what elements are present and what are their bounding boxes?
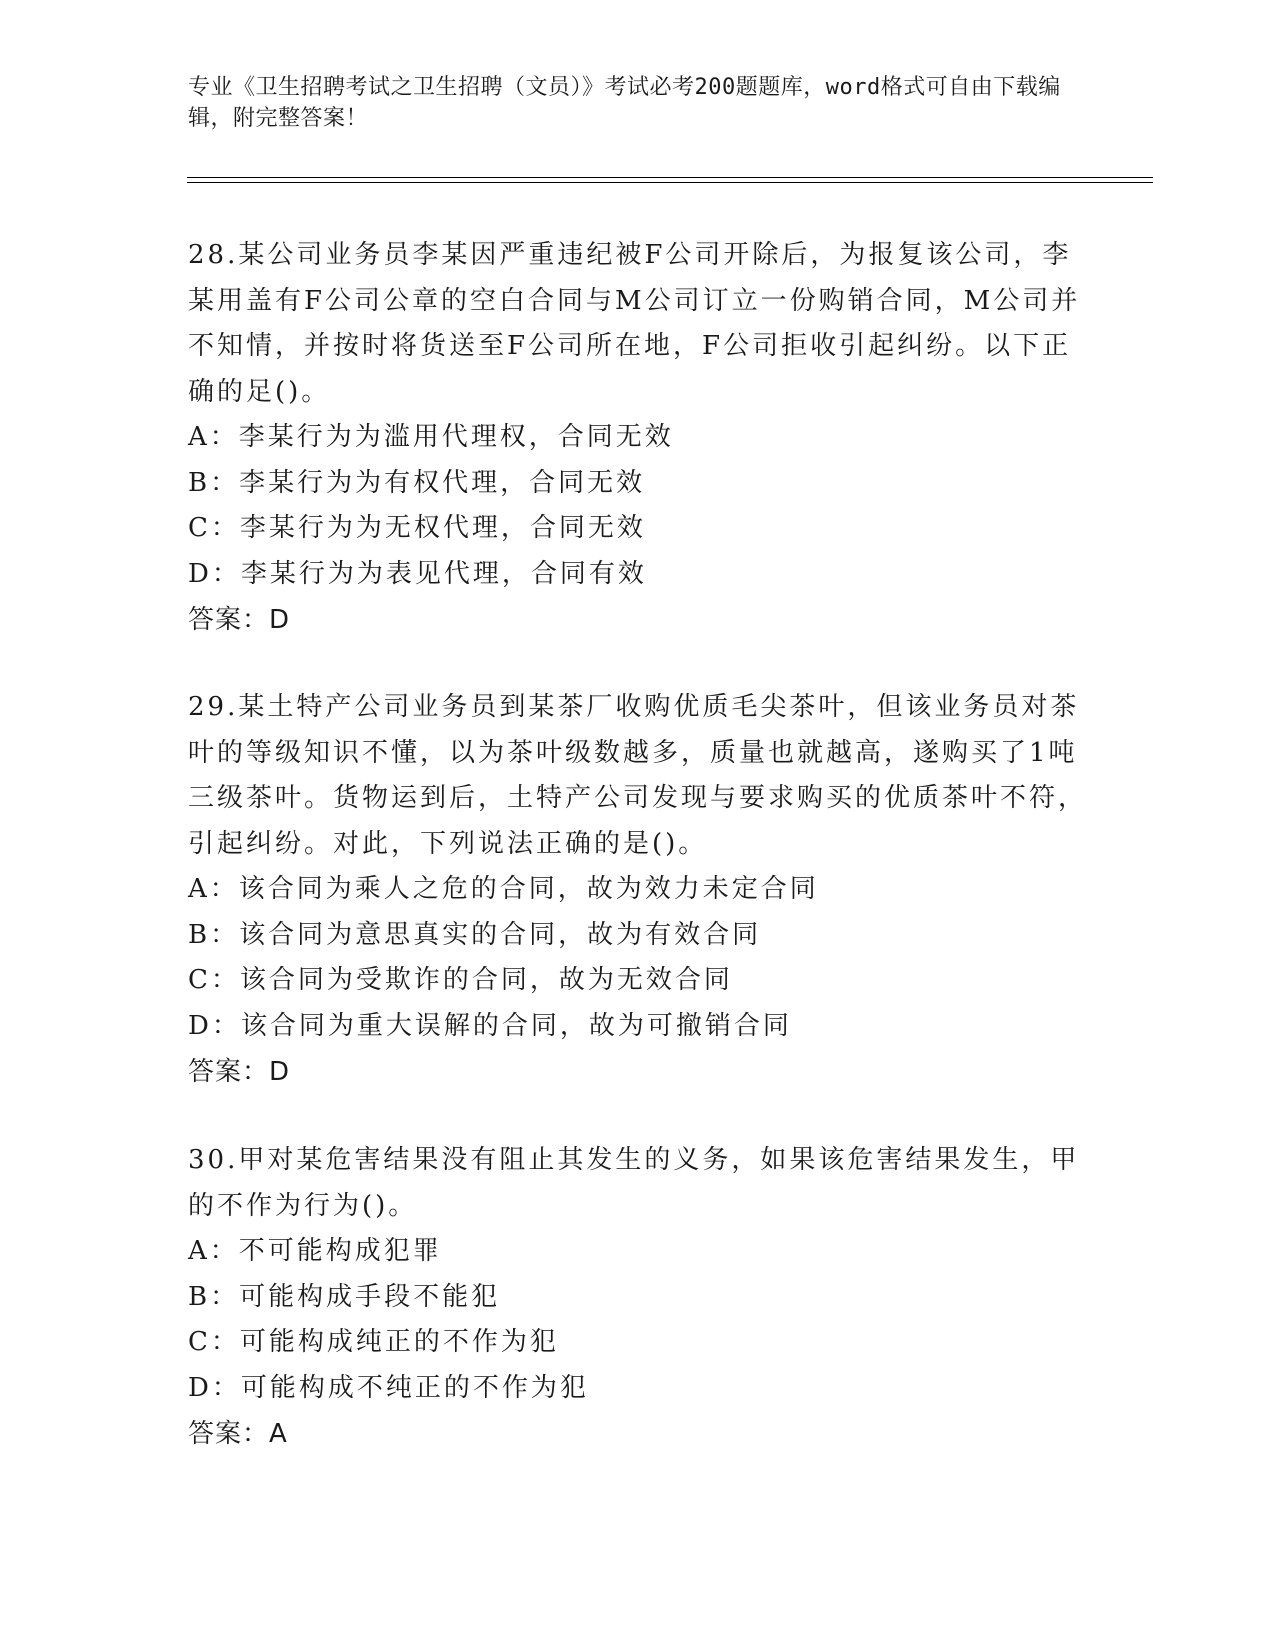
question-stem: 30.甲对某危害结果没有阻止其发生的义务，如果该危害结果发生，甲的不作为行为()。 [188,1145,1080,1221]
option-b: B：李某行为为有权代理，合同无效 [188,467,646,498]
question-stem: 29.某土特产公司业务员到某茶厂收购优质毛尖茶叶，但该业务员对茶叶的等级知识不懂，以为茶叶级数越多，质量也就越高，遂购买了1吨三级茶叶。货物运到后，土特产公司发现与要求购买的优质茶叶不符，引起纠纷。对此，下列说法正确的是()。 [188,692,1088,859]
answer: 答案：D [188,605,291,635]
option-d: D：该合同为重大误解的合同，故为可撤销合同 [188,1010,792,1041]
option-a: A：该合同为乘人之危的合同，故为效力未定合同 [188,874,819,904]
header-text: 专业《卫生招聘考试之卫生招聘（文员）》考试必考200题题库，word格式可自由下载编辑，附完整答案！ [188,75,1061,131]
question-stem: 28.某公司业务员李某因严重违纪被F公司开除后，为报复该公司，李某用盖有F公司公章的空白合同与M公司订立一份购销合同，M公司并不知情，并按时将货送至F公司所在地，F公司拒收引起纠纷。以下正确的足()。 [188,240,1081,407]
option-c: C：可能构成纯正的不作为犯 [188,1327,559,1357]
header-rule-top [187,177,1153,178]
option-c: C：该合同为受欺诈的合同，故为无效合同 [188,965,733,995]
option-d: D：李某行为为表见代理，合同有效 [188,558,647,589]
answer: 答案：A [188,1419,288,1449]
document-header [188,72,1068,134]
option-b: B：可能构成手段不能犯 [188,1281,501,1312]
option-d: D：可能构成不纯正的不作为犯 [188,1372,589,1403]
option-a: A：李某行为为滥用代理权，合同无效 [188,422,674,452]
answer: 答案：D [188,1057,291,1087]
question-28 [188,233,1088,643]
question-30 [188,1138,1088,1457]
header-rule-bottom [187,182,1153,183]
option-a: A：不可能构成犯罪 [188,1236,442,1266]
option-b: B：该合同为意思真实的合同，故为有效合同 [188,919,762,950]
question-29 [188,685,1088,1095]
option-c: C：李某行为为无权代理，合同无效 [188,513,646,543]
